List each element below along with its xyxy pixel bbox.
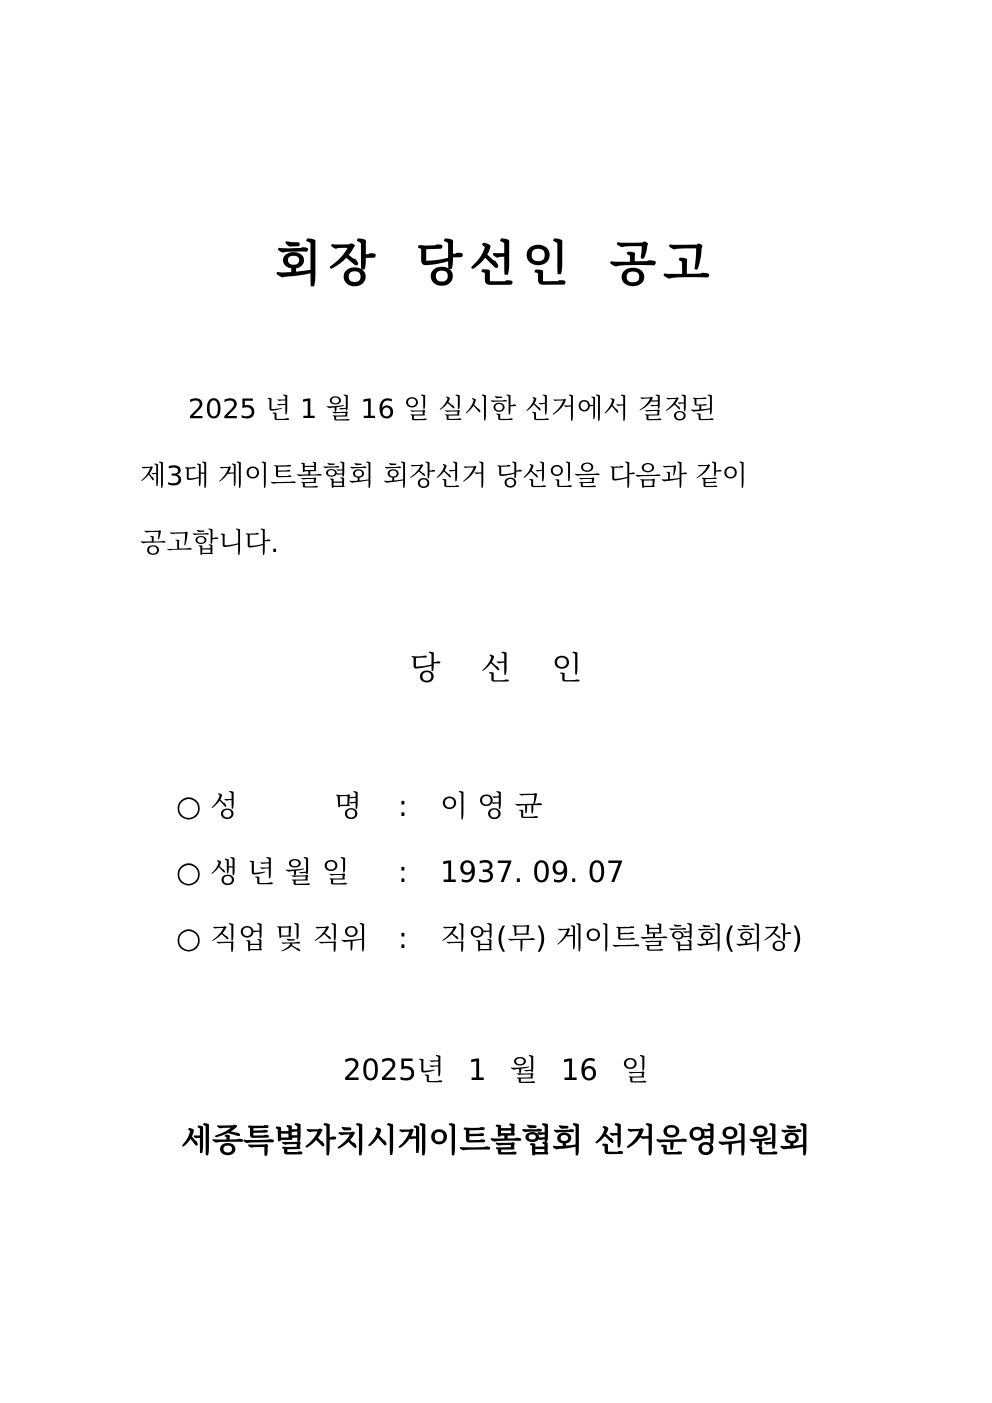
notice-date: 2025년 1 월 16 일 <box>342 1053 650 1087</box>
label-name-end: 명 <box>334 789 363 823</box>
info-row-occupation <box>176 916 876 982</box>
section-heading-winner: 당선인 <box>409 649 623 687</box>
value-name: 이 영 균 <box>440 789 543 823</box>
colon-separator: : <box>398 855 408 889</box>
value-occupation: 직업(무) 게이트볼협회(회장) <box>440 921 803 955</box>
winner-info <box>176 784 876 982</box>
issuing-organization: 세종특별자치시게이트볼협회 선거운영위원회 <box>181 1121 811 1159</box>
notice-body-line-3: 공고합니다. <box>140 528 279 559</box>
label-occupation: 직업 및 직위 <box>210 921 369 955</box>
circle-bullet-icon: ○ <box>176 789 202 823</box>
label-birthdate: 생 년 월 일 <box>210 855 350 889</box>
colon-separator: : <box>398 921 408 955</box>
page-title: 회장 당선인 공고 <box>275 236 717 292</box>
label-name-start: 성 <box>210 789 239 823</box>
notice-body-line-1: 2025 년 1 월 16 일 실시한 선거에서 결정된 <box>188 394 716 425</box>
circle-bullet-icon: ○ <box>176 921 202 955</box>
notice-body-line-2: 제3대 게이트볼협회 회장선거 당선인을 다음과 같이 <box>140 461 748 492</box>
info-row-name <box>176 784 876 850</box>
value-birthdate: 1937. 09. 07 <box>440 855 625 889</box>
circle-bullet-icon: ○ <box>176 855 202 889</box>
colon-separator: : <box>398 789 408 823</box>
notice-body <box>140 376 850 577</box>
info-row-birthdate <box>176 850 876 916</box>
